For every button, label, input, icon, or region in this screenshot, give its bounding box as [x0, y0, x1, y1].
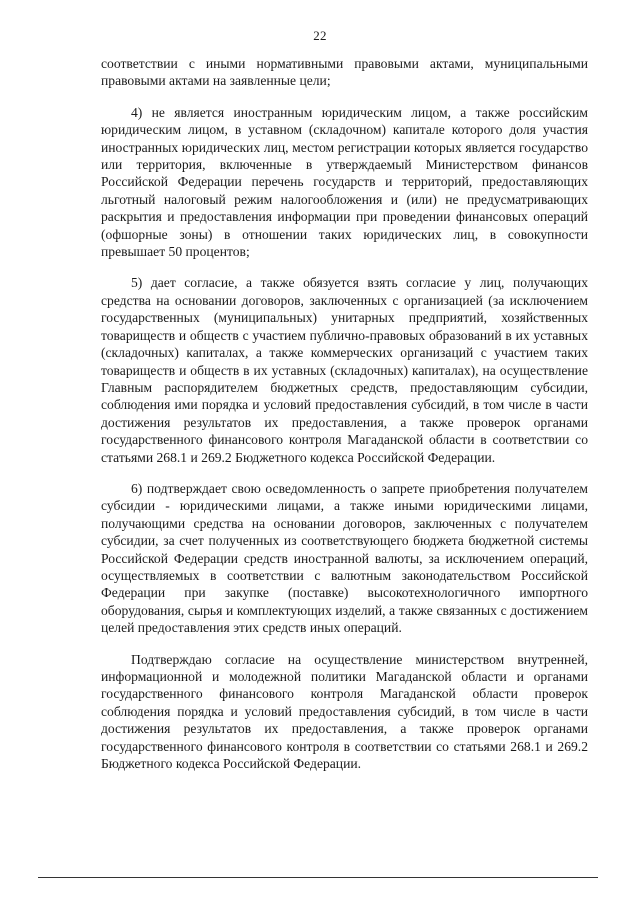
- footer-divider: [38, 877, 598, 878]
- document-body: [101, 55, 588, 772]
- page-number: 22: [313, 28, 327, 43]
- paragraph-continuation: соответствии с иными нормативными правовыми актами, муниципальными правовыми актами на заявленные цели;: [101, 56, 588, 89]
- paragraph-consent: Подтверждаю согласие на осуществление министерством внутренней, информационной и молодежной политики Магаданской области и органами государственного финансового контроля Магаданской области проверок соблюдения порядка и условий предоставления субсидий, в том числе в части достижения результатов их предоставления, а также проверок органами государственного финансового контроля в соответствии со статьями 268.1 и 269.2 Бюджетного кодекса Российской Федерации.: [101, 651, 588, 772]
- paragraph-item-4: 4) не является иностранным юридическим лицом, а также российским юридическим лицом, в уставном (складочном) капитале которого доля участия иностранных юридических лиц, местом регистрации которых является государство или территория, включенные в утверждаемый Министерством финансов Российской Федерации перечень государств и территорий, предоставляющих льготный налоговый режим налогообложения и (или) не предусматривающих раскрытия и предоставления информации при проведении финансовых операций (офшорные зоны) в отношении таких юридических лиц, в совокупности превышает 50 процентов;: [101, 104, 588, 260]
- paragraph-item-6: 6) подтверждает свою осведомленность о запрете приобретения получателем субсидии - юридическими лицами, а также иными юридическими лицами, получающими средства на основании договоров, заключенных с получателем субсидии, за счет полученных из соответствующего бюджета бюджетной системы Российской Федерации средств иностранной валюты, за исключением операций, осуществляемых в соответствии с валютным законодательством Российской Федерации при закупке (поставке) высокотехнологичного импортного оборудования, сырья и комплектующих изделий, а также связанных с достижением целей предоставления этих средств иных операций.: [101, 480, 588, 636]
- paragraph-item-5: 5) дает согласие, а также обязуется взять согласие у лиц, получающих средства на основании договоров, заключенных с организацией (за исключением государственных (муниципальных) унитарных предприятий, хозяйственных товариществ и обществ с участием публично-правовых образований в их уставных (складочных) капиталах, а также коммерческих организаций с участием таких товариществ и обществ в их уставных (складочных) капиталах), на осуществление Главным распорядителем бюджетных средств, предоставляющим субсидии, соблюдения ими порядка и условий предоставления субсидий, в том числе в части достижения результатов их предоставления, а также проверок органами государственного финансового контроля Магаданской области в соответствии со статьями 268.1 и 269.2 Бюджетного кодекса Российской Федерации.: [101, 275, 588, 465]
